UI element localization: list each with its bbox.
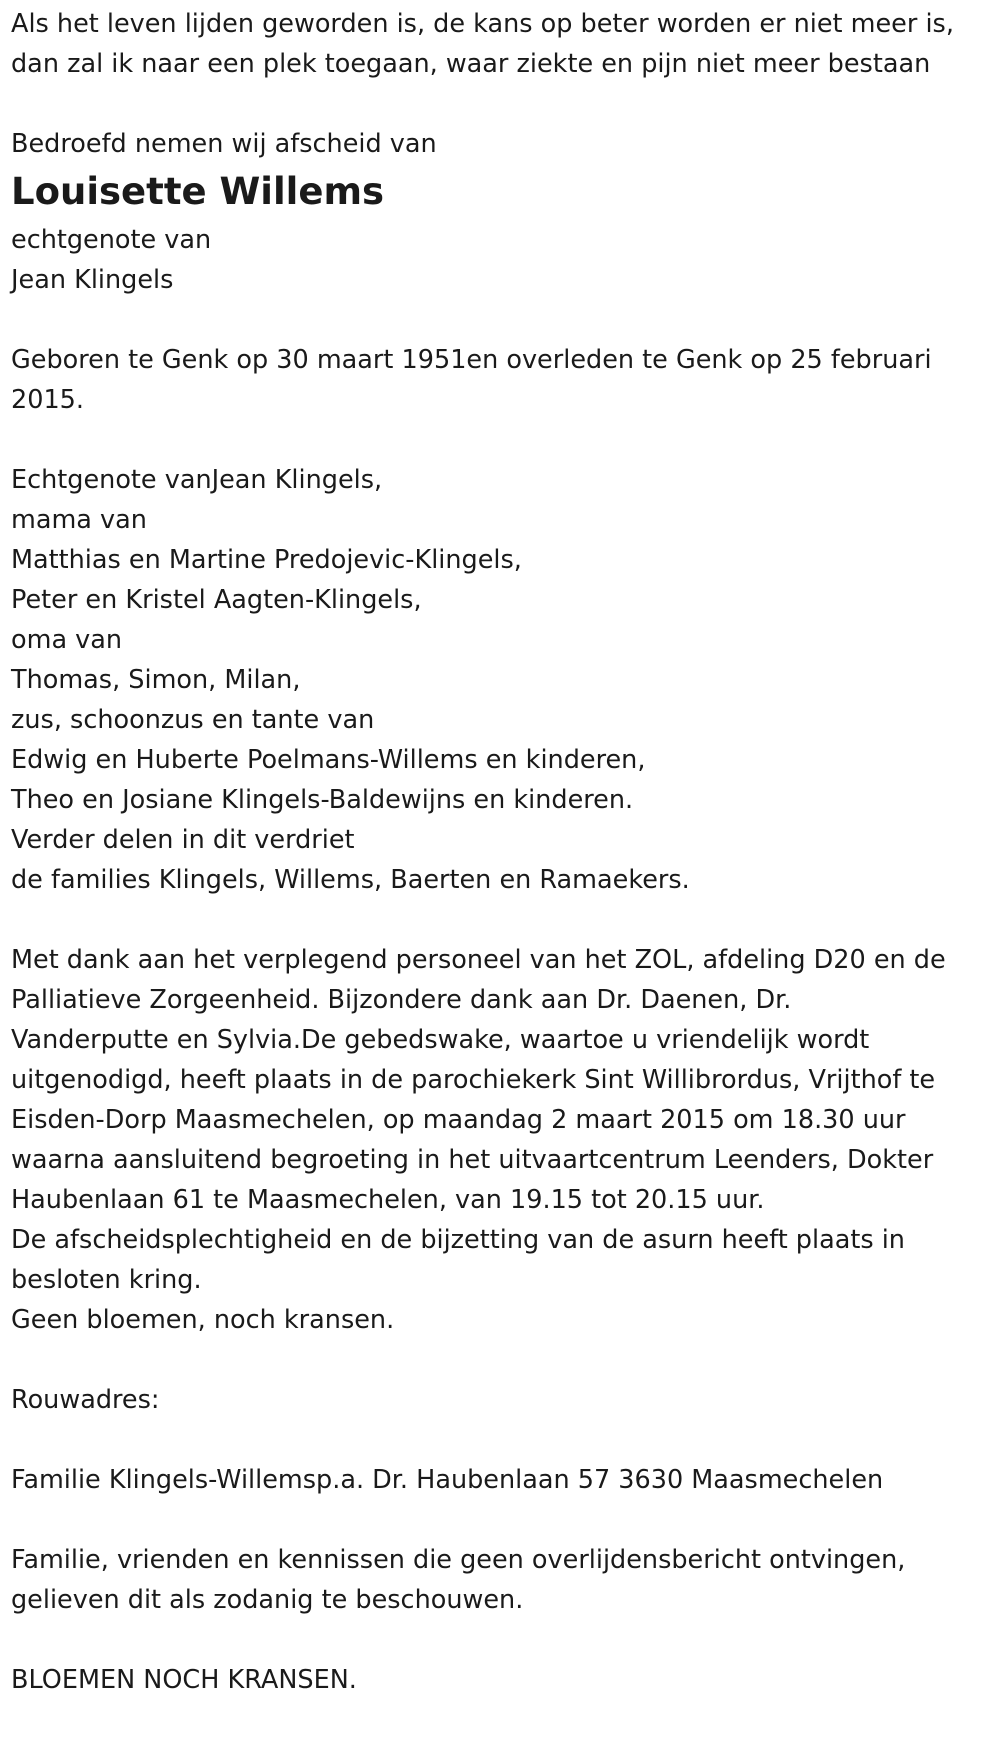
thanks-block xyxy=(11,940,996,1340)
address: Familie Klingels-Willemsp.a. Dr. Haubenlaan 57 3630 Maasmechelen xyxy=(11,1465,884,1495)
family-line: Echtgenote vanJean Klingels, xyxy=(11,465,383,495)
thanks-line: besloten kring. xyxy=(11,1265,202,1295)
spacer xyxy=(11,900,996,940)
thanks-line: Eisden-Dorp Maasmechelen, op maandag 2 maart 2015 om 18.30 uur xyxy=(11,1105,906,1135)
spacer xyxy=(11,1500,996,1540)
family-line: mama van xyxy=(11,505,147,535)
spacer xyxy=(11,1620,996,1660)
motto xyxy=(11,4,996,84)
spacer xyxy=(11,420,996,460)
family-block xyxy=(11,460,996,900)
birth-death-line: 2015. xyxy=(11,385,85,415)
notice-line: gelieven dit als zodanig te beschouwen. xyxy=(11,1585,524,1615)
thanks-line: Haubenlaan 61 te Maasmechelen, van 19.15 tot 20.15 uur. xyxy=(11,1185,765,1215)
family-line: Edwig en Huberte Poelmans-Willems en kinderen, xyxy=(11,745,646,775)
family-line: Theo en Josiane Klingels-Baldewijns en kinderen. xyxy=(11,785,634,815)
thanks-line: uitgenodigd, heeft plaats in de parochiekerk Sint Willibrordus, Vrijthof te xyxy=(11,1065,936,1095)
family-line: Verder delen in dit verdriet xyxy=(11,825,355,855)
obituary-document xyxy=(11,4,996,1700)
family-line: Thomas, Simon, Milan, xyxy=(11,665,301,695)
thanks-line: waarna aansluitend begroeting in het uitvaartcentrum Leenders, Dokter xyxy=(11,1145,934,1175)
spacer xyxy=(11,300,996,340)
spacer xyxy=(11,1420,996,1460)
family-line: oma van xyxy=(11,625,123,655)
notice-block xyxy=(11,1540,996,1620)
spouse-line: echtgenote van xyxy=(11,225,212,255)
spacer xyxy=(11,1340,996,1380)
thanks-line: Geen bloemen, noch kransen. xyxy=(11,1305,395,1335)
intro-text: Bedroefd nemen wij afscheid van xyxy=(11,129,437,159)
family-line: Peter en Kristel Aagten-Klingels, xyxy=(11,585,422,615)
spacer xyxy=(11,84,996,124)
birth-death-block xyxy=(11,340,996,420)
motto-line: dan zal ik naar een plek toegaan, waar ziekte en pijn niet meer bestaan xyxy=(11,49,931,79)
thanks-line: De afscheidsplechtigheid en de bijzetting van de asurn heeft plaats in xyxy=(11,1225,905,1255)
motto-line: Als het leven lijden geworden is, de kans op beter worden er niet meer is, xyxy=(11,9,954,39)
address-label: Rouwadres: xyxy=(11,1385,160,1415)
spouse-line: Jean Klingels xyxy=(11,265,174,295)
family-line: Matthias en Martine Predojevic-Klingels, xyxy=(11,545,522,575)
family-line: zus, schoonzus en tante van xyxy=(11,705,375,735)
deceased-name: Louisette Willems xyxy=(11,170,385,213)
birth-death-line: Geboren te Genk op 30 maart 1951en overleden te Genk op 25 februari xyxy=(11,345,932,375)
thanks-line: Palliatieve Zorgeenheid. Bijzondere dank aan Dr. Daenen, Dr. xyxy=(11,985,792,1015)
spouse-block xyxy=(11,220,996,300)
family-line: de families Klingels, Willems, Baerten en Ramaekers. xyxy=(11,865,690,895)
thanks-line: Met dank aan het verplegend personeel van het ZOL, afdeling D20 en de xyxy=(11,945,946,975)
notice-line: Familie, vrienden en kennissen die geen overlijdensbericht ontvingen, xyxy=(11,1545,906,1575)
closing-text: BLOEMEN NOCH KRANSEN. xyxy=(11,1665,357,1695)
thanks-line: Vanderputte en Sylvia.De gebedswake, waartoe u vriendelijk wordt xyxy=(11,1025,870,1055)
